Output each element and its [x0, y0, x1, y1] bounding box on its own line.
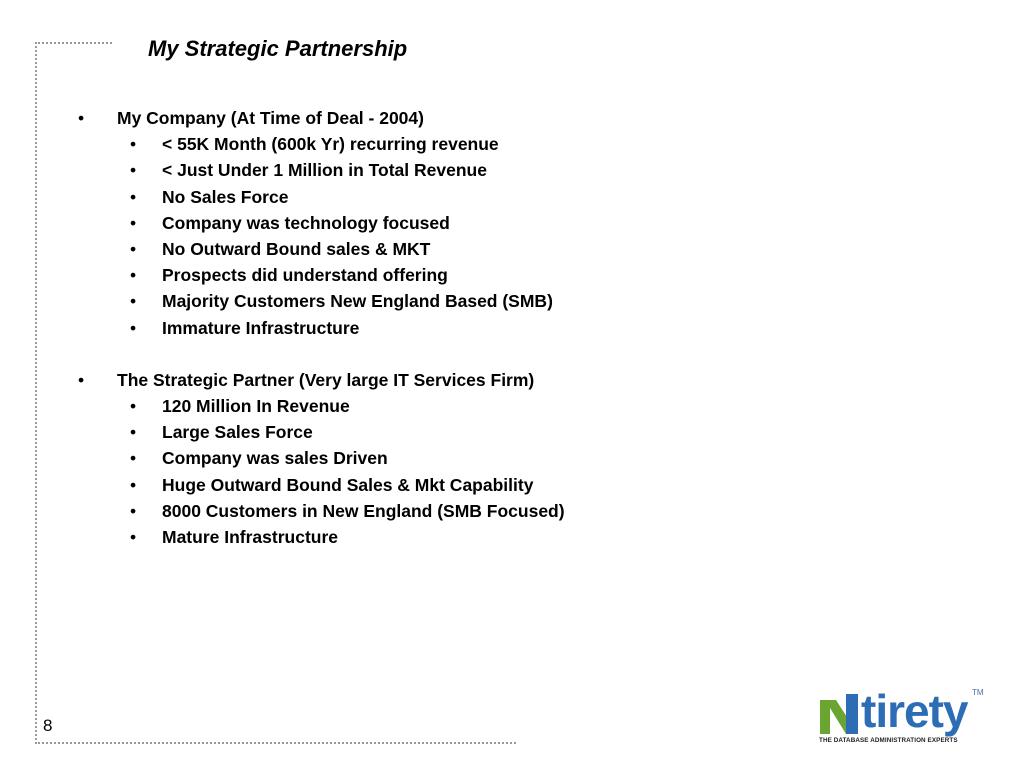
logo-n-right-bar [846, 694, 858, 734]
list-item [0, 394, 1024, 420]
section-heading-my-company [0, 106, 1024, 132]
bullet-dot: • [130, 134, 137, 155]
logo-tagline: THE DATABASE ADMINISTRATION EXPERTS [819, 737, 958, 744]
list-item-text: No Outward Bound sales & MKT [162, 238, 431, 259]
list-item [0, 185, 1024, 211]
list-item-text: Prospects did understand offering [162, 265, 448, 286]
bullet-dot: • [130, 212, 137, 233]
list-item [0, 316, 1024, 342]
list-item [0, 446, 1024, 472]
bullet-dot: • [78, 369, 85, 390]
bullet-dot: • [130, 186, 137, 207]
list-item-text: Large Sales Force [162, 422, 313, 443]
list-item-text: Company was sales Driven [162, 448, 388, 469]
bullet-dot: • [130, 448, 137, 469]
bullet-dot: • [130, 500, 137, 521]
list-item [0, 158, 1024, 184]
list-item [0, 237, 1024, 263]
list-item [0, 420, 1024, 446]
logo-trademark: TM [972, 688, 984, 697]
ntirety-n-mark-icon [818, 694, 862, 736]
list-item-text: Immature Infrastructure [162, 317, 360, 338]
list-item-text: Huge Outward Bound Sales & Mkt Capability [162, 474, 534, 495]
section-heading-strategic-partner [0, 368, 1024, 394]
list-item-text: < Just Under 1 Million in Total Revenue [162, 160, 487, 181]
bullet-dot: • [130, 396, 137, 417]
bullet-dot: • [130, 317, 137, 338]
bullet-list [0, 106, 1024, 551]
logo-wordmark: tirety [861, 685, 968, 737]
list-item-text: 120 Million In Revenue [162, 396, 350, 417]
list-item-text: 8000 Customers in New England (SMB Focused) [162, 500, 565, 521]
bullet-dot: • [130, 265, 137, 286]
list-item [0, 499, 1024, 525]
bullet-dot: • [130, 160, 137, 181]
logo-n-left-bar [820, 700, 830, 734]
section-heading-text: My Company (At Time of Deal - 2004) [117, 108, 424, 128]
ntirety-logo [818, 685, 988, 746]
list-item [0, 263, 1024, 289]
bullet-dot: • [130, 422, 137, 443]
list-item [0, 473, 1024, 499]
bullet-dot: • [130, 291, 137, 312]
list-item-text: Mature Infrastructure [162, 527, 339, 547]
border-top-dotted [38, 42, 112, 44]
bullet-dot: • [130, 527, 137, 547]
page-number: 8 [43, 716, 53, 735]
list-item [0, 289, 1024, 315]
slide-title: My Strategic Partnership [148, 36, 408, 61]
section-heading-text: The Strategic Partner (Very large IT Services Firm) [117, 369, 535, 390]
list-item-text: Company was technology focused [162, 212, 450, 233]
bullet-dot: • [130, 238, 137, 259]
list-item-text: < 55K Month (600k Yr) recurring revenue [162, 134, 499, 155]
list-item-text: Majority Customers New England Based (SMB) [162, 291, 553, 312]
list-item [0, 211, 1024, 237]
list-item [0, 132, 1024, 158]
bullet-dot: • [130, 474, 137, 495]
list-item [0, 525, 1024, 551]
border-bottom-dotted [35, 742, 516, 744]
section-spacer [0, 342, 1024, 368]
bullet-dot: • [78, 108, 85, 128]
list-item-text: No Sales Force [162, 186, 289, 207]
